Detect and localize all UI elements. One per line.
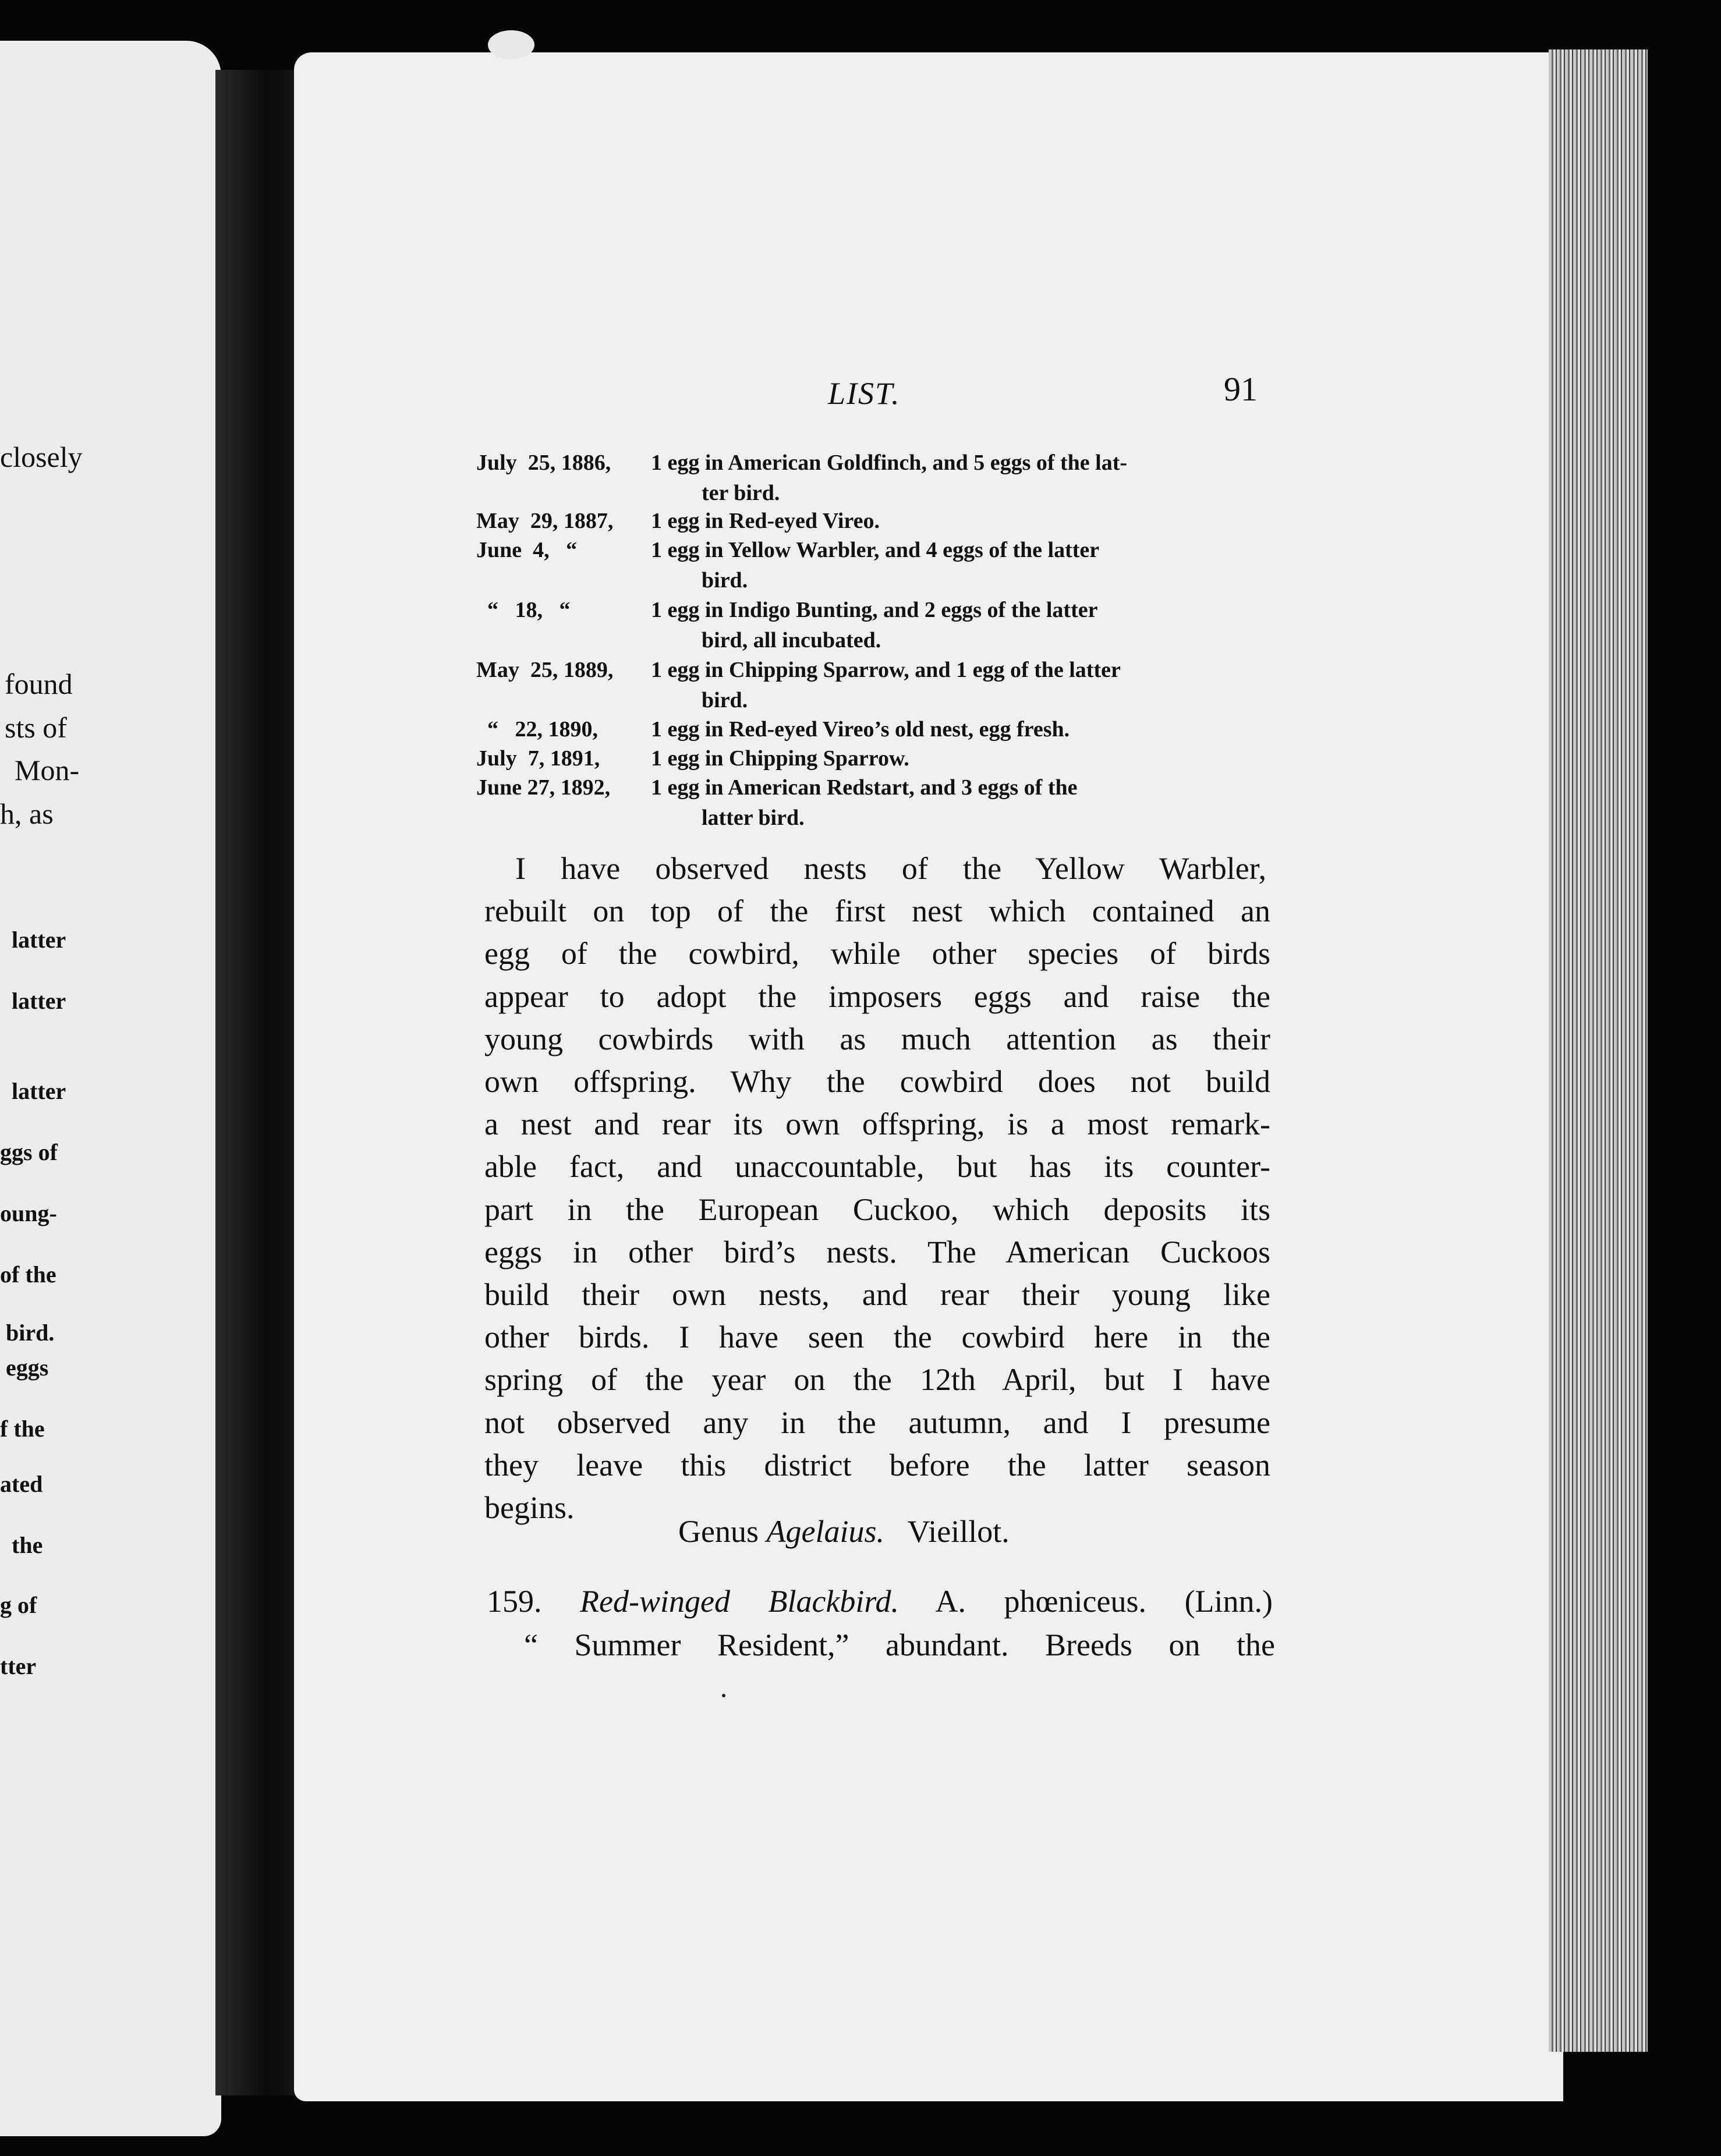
genus-name: Agelaius. (766, 1514, 884, 1549)
left-page-line: tter (0, 1653, 37, 1679)
left-page-line: ated (0, 1471, 43, 1497)
paragraph-line: eggs in other bird’s nests. The American Cuckoos (484, 1235, 1270, 1270)
paragraph-line: other birds. I have seen the cowbird here in the (484, 1320, 1270, 1354)
paragraph-line: rebuilt on top of the first nest which contained an (484, 893, 1270, 928)
record-date: June 4, “ (476, 538, 578, 562)
record-text-continued: bird, all incubated. (702, 628, 881, 653)
left-page-line: h, as (0, 797, 54, 830)
record-date: “ 18, “ (476, 598, 571, 622)
left-page-line: latter (12, 927, 66, 953)
left-page-line: f the (0, 1416, 45, 1442)
species-number: 159. (487, 1584, 542, 1619)
record-date: May 29, 1887, (476, 509, 614, 533)
record-date: “ 22, 1890, (476, 717, 598, 742)
left-page-line: closely (0, 441, 83, 473)
record-text: 1 egg in Indigo Bunting, and 2 eggs of the latter (651, 598, 1098, 622)
page-number: 91 (1224, 370, 1258, 408)
species-scientific-name: A. phœniceus. (935, 1584, 1147, 1619)
dust-speck (722, 1694, 725, 1697)
species-common-name: Red-winged Blackbird. (580, 1584, 899, 1619)
page-stack-edges (1549, 49, 1648, 2052)
paragraph-line: I have observed nests of the Yellow Warbler, (515, 851, 1266, 886)
genus-word: Genus (678, 1514, 759, 1549)
left-page-line: ggs of (0, 1139, 58, 1165)
genus-author: Vieillot. (907, 1514, 1010, 1549)
record-text: 1 egg in Red-eyed Vireo’s old nest, egg fresh. (651, 717, 1070, 742)
record-text: 1 egg in Chipping Sparrow. (651, 746, 909, 771)
record-date: July 7, 1891, (476, 746, 600, 771)
paragraph-line: begins. (484, 1490, 575, 1525)
paragraph-line: own offspring. Why the cowbird does not build (484, 1064, 1270, 1099)
running-head: LIST. (828, 376, 901, 411)
record-date: June 27, 1892, (476, 775, 611, 800)
species-authority: (Linn.) (1184, 1584, 1273, 1619)
left-page-line: bird. (6, 1320, 55, 1346)
paragraph-line: young cowbirds with as much attention as their (484, 1022, 1270, 1056)
paragraph-line: build their own nests, and rear their young like (484, 1277, 1270, 1312)
paragraph-line: egg of the cowbird, while other species of birds (484, 936, 1270, 971)
left-page-line: the (12, 1532, 43, 1558)
species-entry (487, 1583, 1273, 1619)
paragraph-line: not observed any in the autumn, and I presume (484, 1405, 1270, 1440)
left-page-line: of the (0, 1261, 56, 1288)
paragraph-line: able fact, and unaccountable, but has its counter- (484, 1149, 1270, 1184)
left-page-line: eggs (6, 1354, 49, 1381)
paragraph-line: part in the European Cuckoo, which deposits its (484, 1192, 1270, 1227)
record-text: 1 egg in Chipping Sparrow, and 1 egg of the latter (651, 658, 1121, 682)
paragraph-line: they leave this district before the latter season (484, 1448, 1270, 1483)
record-text-continued: bird. (702, 688, 748, 712)
left-page-line: Mon- (15, 754, 80, 786)
left-page-line: sts of (5, 711, 67, 744)
paragraph-line: a nest and rear its own offspring, is a most remark- (484, 1107, 1270, 1141)
previous-page (0, 41, 221, 2136)
paragraph-line: appear to adopt the imposers eggs and raise the (484, 979, 1270, 1014)
dust-speck (488, 30, 534, 59)
species-status: “ Summer Resident,” abundant. Breeds on the (524, 1627, 1275, 1662)
left-page-line: found (5, 668, 73, 700)
record-date: May 25, 1889, (476, 658, 614, 682)
record-text-continued: bird. (702, 568, 748, 593)
record-text: 1 egg in American Redstart, and 3 eggs of the (651, 775, 1078, 800)
record-text-continued: ter bird. (702, 481, 780, 505)
record-text-continued: latter bird. (702, 806, 805, 830)
record-text: 1 egg in American Goldfinch, and 5 eggs of the lat- (651, 451, 1128, 475)
left-page-line: oung- (0, 1200, 57, 1226)
left-page-line: latter (12, 1078, 66, 1104)
left-page-line: g of (0, 1592, 37, 1618)
record-date: July 25, 1886, (476, 451, 611, 475)
record-text: 1 egg in Yellow Warbler, and 4 eggs of the latter (651, 538, 1100, 562)
left-page-line: latter (12, 988, 66, 1014)
genus-heading (678, 1513, 1010, 1549)
record-text: 1 egg in Red-eyed Vireo. (651, 509, 880, 533)
paragraph-line: spring of the year on the 12th April, but I have (484, 1362, 1270, 1397)
